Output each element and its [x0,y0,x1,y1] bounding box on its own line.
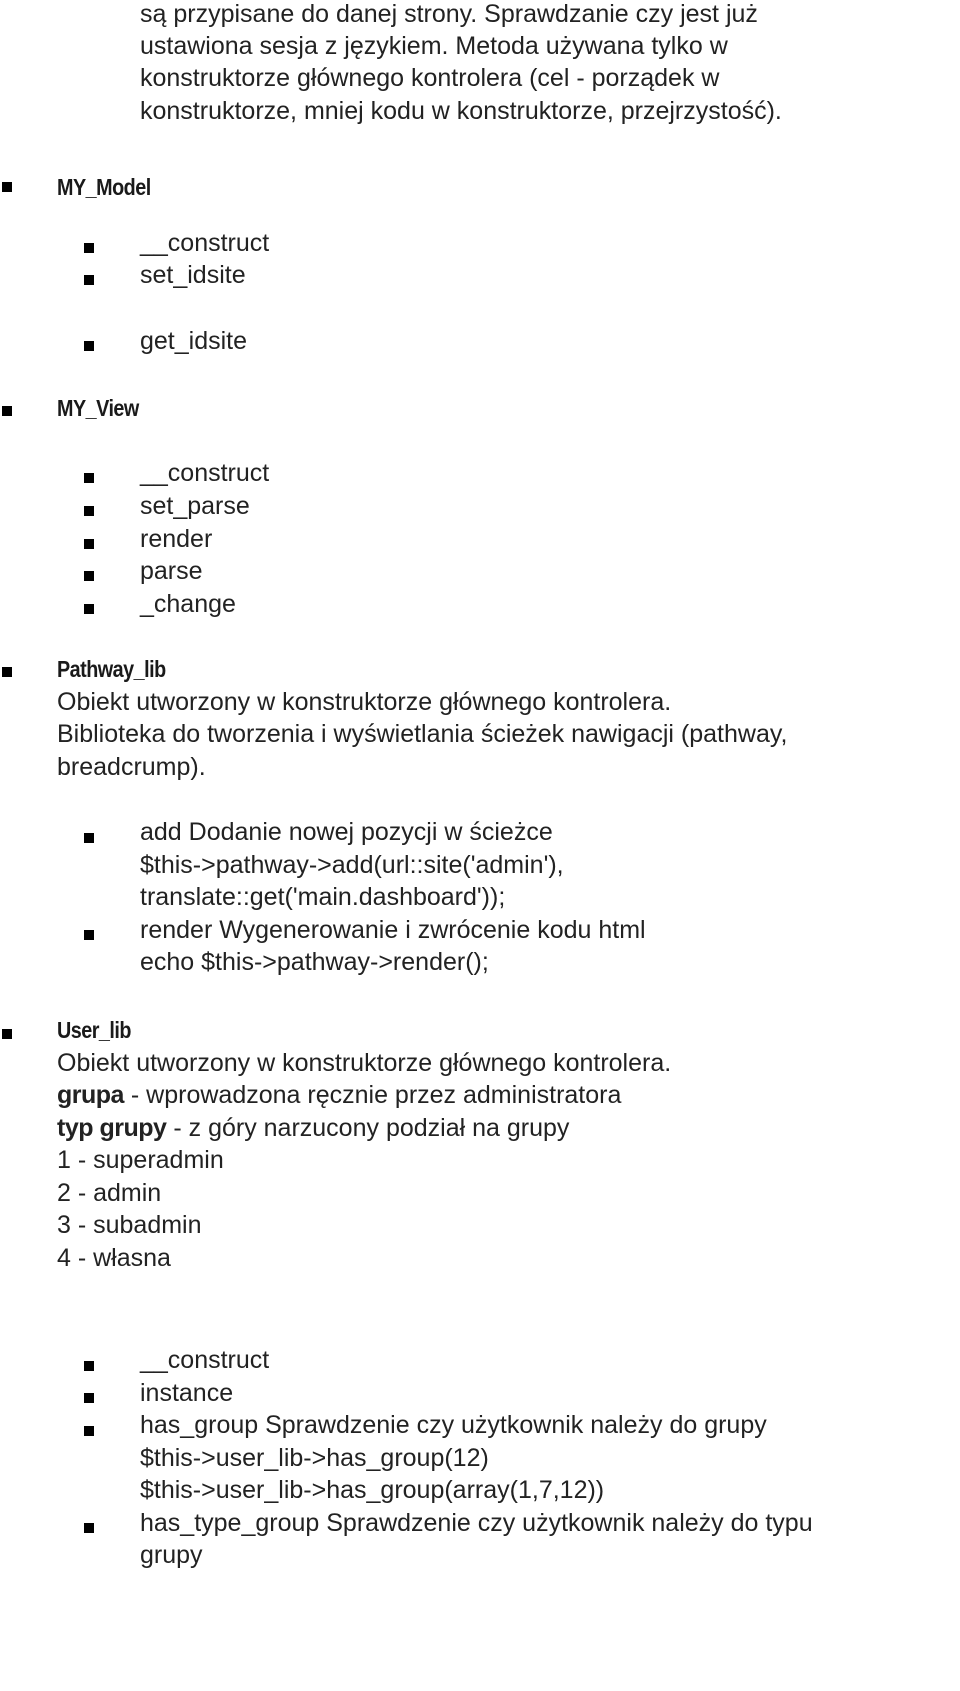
description-line: Obiekt utworzony w konstruktorze głównego kontrolera. [57,688,672,716]
method-item: set_parse [140,492,250,520]
method-item: has_group Sprawdzenie czy użytkownik należy do grupy [140,1411,767,1439]
bullet-icon [2,406,12,416]
method-code: $this->user_lib->has_group(12) [140,1444,489,1472]
text-line: konstruktorze, mniej kodu w konstruktorze, przejrzystość). [140,97,782,125]
bullet-icon [2,667,12,677]
method-item: parse [140,557,203,585]
group-item: 4 - własna [57,1244,171,1272]
method-code: $this->pathway->add(url::site('admin'), [140,851,564,879]
definition-text: - z góry narzucony podział na grupy [166,1114,570,1142]
method-item: set_idsite [140,261,246,289]
method-item: add Dodanie nowej pozycji w ścieżce [140,818,553,846]
method-item: __construct [140,459,270,487]
method-item: get_idsite [140,327,248,355]
bullet-icon [84,275,94,285]
method-code: $this->user_lib->has_group(array(1,7,12)) [140,1476,605,1504]
method-item: _change [140,590,236,618]
bullet-icon [84,539,94,549]
method-code: translate::get('main.dashboard')); [140,883,506,911]
method-code: echo $this->pathway->render(); [140,948,489,976]
section-title: User_lib [57,1017,131,1043]
bullet-icon [84,341,94,351]
bullet-icon [84,473,94,483]
method-item: render Wygenerowanie i zwrócenie kodu html [140,916,646,944]
bullet-icon [84,506,94,516]
method-item: has_type_group Sprawdzenie czy użytkownik należy do typu [140,1509,813,1537]
group-item: 1 - superadmin [57,1146,224,1174]
method-item: __construct [140,229,270,257]
bullet-icon [84,571,94,581]
text-line: konstruktorze głównego kontrolera (cel - porządek w [140,64,720,92]
bullet-icon [84,1393,94,1403]
bullet-icon [84,833,94,843]
method-item: __construct [140,1346,270,1374]
section-title: MY_View [57,395,139,421]
definition-line [57,1111,569,1145]
bullet-icon [84,1523,94,1533]
bullet-icon [84,243,94,253]
group-item: 2 - admin [57,1179,162,1207]
description-line: Obiekt utworzony w konstruktorze głównego kontrolera. [57,1049,672,1077]
text-line: ustawiona sesja z językiem. Metoda używana tylko w [140,32,728,60]
bullet-icon [84,604,94,614]
description-line: breadcrump). [57,753,206,781]
text-line: są przypisane do danej strony. Sprawdzanie czy jest już [140,0,758,28]
definition-line [57,1078,621,1112]
group-item: 3 - subadmin [57,1211,202,1239]
section-title: Pathway_lib [57,656,166,682]
method-item: grupy [140,1541,203,1569]
method-item: render [140,525,213,553]
bullet-icon [2,182,12,192]
definition-term: typ grupy [57,1114,167,1142]
bullet-icon [2,1029,12,1039]
method-item: instance [140,1379,234,1407]
definition-term: grupa [57,1081,124,1109]
definition-text: - wprowadzona ręcznie przez administratora [123,1081,622,1109]
section-title: MY_Model [57,174,151,200]
bullet-icon [84,1361,94,1371]
description-line: Biblioteka do tworzenia i wyświetlania ścieżek nawigacji (pathway, [57,720,788,748]
bullet-icon [84,930,94,940]
bullet-icon [84,1426,94,1436]
